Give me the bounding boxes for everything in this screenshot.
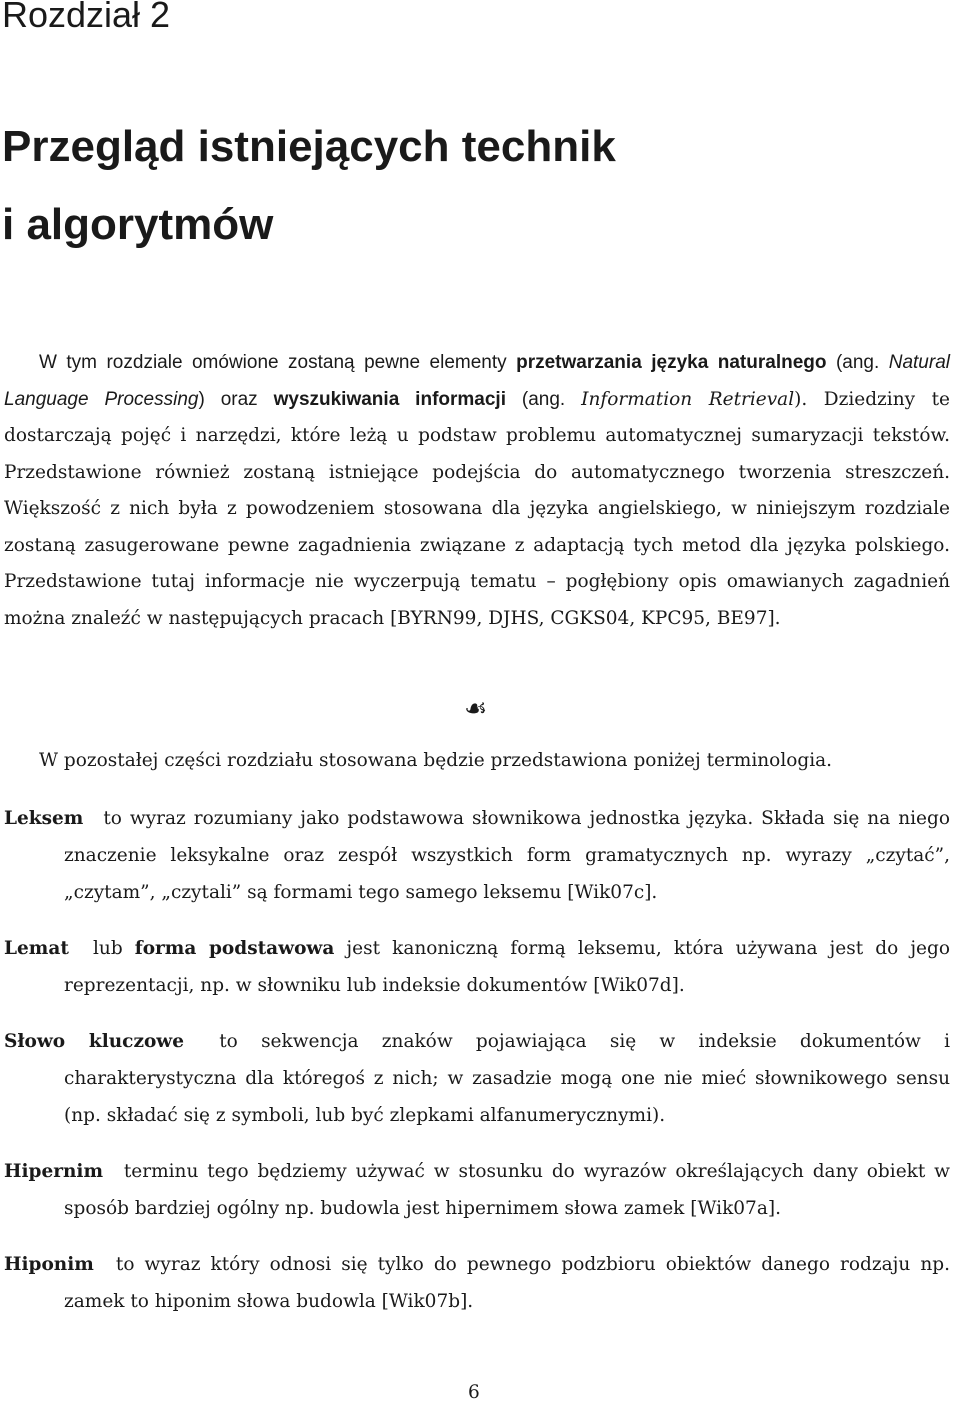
term-entry (4, 800, 950, 911)
chapter-title (2, 108, 616, 264)
term-name: Lemat (4, 938, 69, 959)
page-number: 6 (468, 1382, 480, 1403)
intro-text: W tym rozdziale omówione zostaną pewne elementy (39, 352, 517, 373)
term-definition: to wyraz rozumiany jako podstawowa słownikowa jednostka języka. Składa się na niego znaczenie leksykalne oraz zespół wszystkich form gramatycznych np. wyrazy „czytać”, „czytam”, „czytali” są formami tego samego leksemu [Wik07c]. (64, 808, 950, 903)
intro-text: (ang. (505, 388, 582, 410)
term-entry (4, 930, 950, 1004)
chapter-title-line-2: i algorytmów (2, 200, 274, 249)
terminology-list (4, 800, 950, 1339)
term-entry (4, 1246, 950, 1320)
chapter-label: Rozdział 2 (2, 0, 171, 35)
term-definition: to sekwencja znaków pojawiająca się w indeksie dokumentów i charakterystyczna dla któregoś z nich; w zasadzie mogą one nie mieć słownikowego sensu (np. składać się z symboli, lub być zlepkami alfanumerycznymi). (64, 1031, 951, 1126)
intro-paragraph (4, 345, 950, 637)
intro-bold-term: wyszukiwania informacji (273, 388, 506, 410)
intro-italic-term: Information Retrieval (581, 388, 795, 410)
terminology-intro: W pozostałej części rozdziału stosowana będzie przedstawiona poniżej terminologia. (39, 750, 833, 771)
term-entry (4, 1023, 950, 1134)
term-name: Hiponim (4, 1254, 94, 1275)
fleuron-separator-icon: ☙ (464, 694, 488, 724)
intro-text: (ang. (826, 352, 889, 373)
term-name: Leksem (4, 808, 84, 829)
term-name: Hipernim (4, 1161, 104, 1182)
intro-bold-term: przetwarzania języka naturalnego (516, 352, 827, 373)
term-definition-bold: forma podstawowa (134, 938, 335, 959)
intro-text: ) oraz (198, 388, 274, 410)
intro-text: ). Dziedziny te dostarczają pojęć i narzędzi, które leżą u podstaw problemu automatycznej sumaryzacji tekstów. Przedstawione również zostaną istniejące podejścia do automatycznego tworzenia streszczeń. Większość z nich była z powodzeniem stosowana dla języka angielskiego, w niniejszym rozdziale zostaną zasugerowane pewne zagadnienia związane z adaptacją tych metod dla języka polskiego. Przedstawione tutaj informacje nie wyczerpują tematu – pogłębiony opis omawianych zagadnień można znaleźć w następujących pracach [BYRN99, DJHS, CGKS04, KPC95, BE97]. (4, 388, 950, 629)
term-entry (4, 1153, 950, 1227)
term-definition-text: lub (92, 938, 135, 959)
chapter-title-line-1: Przegląd istniejących technik (2, 122, 616, 171)
term-definition: to wyraz który odnosi się tylko do pewnego podzbioru obiektów danego rodzaju np. zamek to hiponim słowa budowla [Wik07b]. (64, 1254, 950, 1312)
term-definition: terminu tego będziemy używać w stosunku do wyrazów określających dany obiekt w sposób bardziej ogólny np. budowla jest hipernimem słowa zamek [Wik07a]. (64, 1161, 950, 1219)
term-name: Słowo kluczowe (4, 1031, 184, 1052)
intro-italic-term: Natural Language Processing (4, 352, 950, 410)
term-definition-text: jest kanoniczną formą leksemu, która używana jest do jego reprezentacji, np. w słowniku lub indeksie dokumentów [Wik07d]. (64, 938, 950, 996)
term-definition (64, 938, 950, 996)
